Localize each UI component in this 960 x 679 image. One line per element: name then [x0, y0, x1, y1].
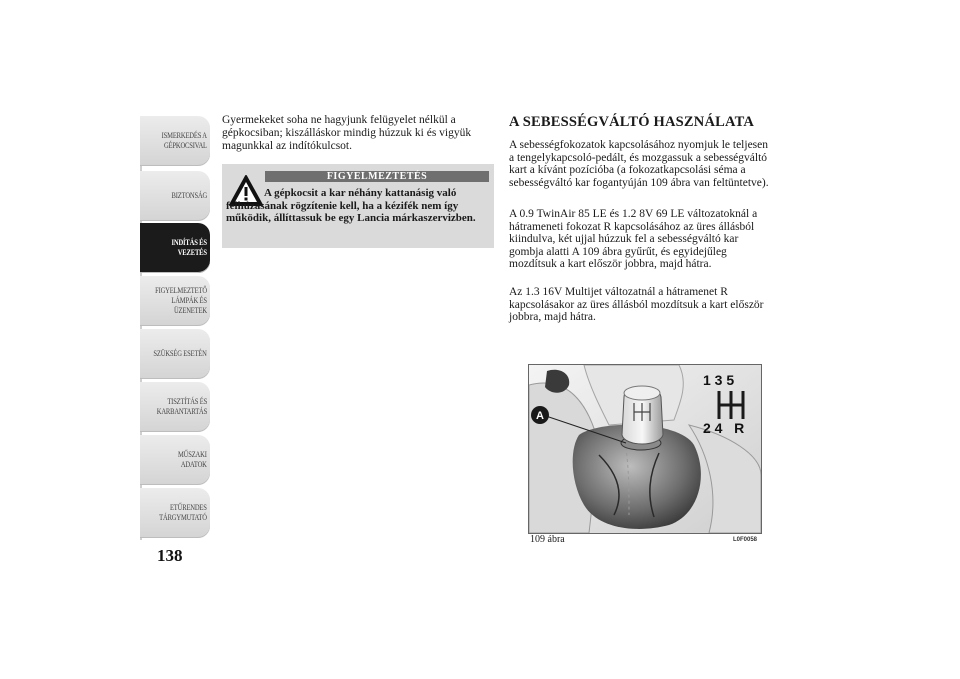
warning-text: A gépkocsit a kar néhány kattanásig való felhúzásának rögzítenie kell, ha a kézifék nem így működik, állíttassuk be egy Lancia márkaszervizben. [226, 187, 476, 224]
sidebar-item-ismerkedes[interactable] [140, 116, 210, 166]
gear-lever-illustration [529, 365, 761, 533]
sidebar-item-szukseg-eseten[interactable] [140, 329, 210, 379]
shift-pattern-top: 1 3 5 [703, 372, 735, 388]
intro-paragraph: Gyermekeket soha ne hagyjunk felügyelet nélkül a gépkocsiban; kiszálláskor mindig húzzuk ki és vigyük magunkkal az indítókulcsot. [222, 114, 472, 152]
section-title: A SEBESSÉGVÁLTÓ HASZNÁLATA [509, 114, 755, 130]
sidebar-item-targymutato[interactable] [140, 488, 210, 538]
warning-box [222, 164, 494, 248]
sidebar-item-label: BIZTONSÁG [171, 191, 207, 200]
paragraph: A 0.9 TwinAir 85 LE és 1.2 8V 69 LE változatoknál a hátrameneti fokozat R kapcsolásához az üres állásból kiindulva, két ujjal húzzuk fel a sebességváltó kar gombja alatti A 109 ábra gyűrűt, és egyidejűleg mozdítsuk a kart először jobbra, majd hátra. [509, 208, 758, 271]
sidebar-item-label: SZÜKSÉG ESETÉN [153, 349, 207, 358]
sidebar-item-tisztitas[interactable] [140, 382, 210, 432]
shift-pattern-bottom: 2 4 R [703, 420, 745, 436]
sidebar-item-muszaki-adatok[interactable] [140, 435, 210, 485]
gear-lever-figure [528, 364, 762, 534]
sidebar-item-figyelmezteto-lampak[interactable] [140, 276, 210, 326]
paragraph: Az 1.3 16V Multijet változatnál a hátramenet R kapcsolásakor az üres állásból mozdítsuk a kart először jobbra, majd hátra. [509, 286, 764, 324]
sidebar-item-biztonsag[interactable] [140, 171, 210, 221]
warning-title: FIGYELMEZTETÉS [265, 171, 489, 182]
figure-caption: 109 ábra [530, 534, 565, 545]
sidebar-item-label: FIGYELMEZTETŐ LÁMPÁK ÉS ÜZENETEK [154, 286, 207, 315]
sidebar-item-label: TISZTÍTÁS ÉS KARBANTARTÁS [156, 397, 207, 416]
sidebar-item-label: ISMERKEDÉS A GÉPKOCSIVAL [161, 131, 207, 150]
paragraph: A sebességfokozatok kapcsolásához nyomjuk le teljesen a tengelykapcsoló-pedált, és mozgassuk a sebességváltó kart a kívánt pozícióba (a fokozatkapcsolási séma a sebességváltó kar fogantyúján 109 ábra van feltüntetve). [509, 139, 769, 189]
sidebar-item-label: MŰSZAKI ADATOK [177, 450, 207, 469]
sidebar-item-label: INDÍTÁS ÉS VEZETÉS [171, 238, 207, 257]
sidebar-item-label: ETŰRENDES TÁRGYMUTATÓ [159, 503, 207, 522]
sidebar-item-inditas-es-vezetes[interactable] [140, 223, 210, 273]
callout-a-label: A [536, 410, 544, 422]
page-number: 138 [157, 546, 183, 565]
figure-code: L0F0058 [733, 537, 758, 543]
